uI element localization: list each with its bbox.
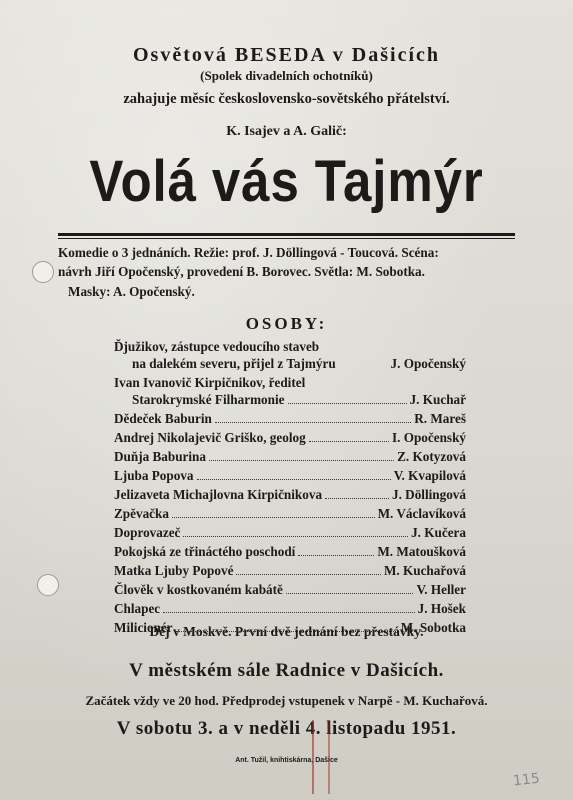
cast-role: Jelizaveta Michajlovna Kirpičnikova: [114, 487, 323, 502]
cast-role: Andrej Nikolajevič Griško, geolog: [114, 430, 306, 445]
cast-role: Doprovazeč: [114, 525, 181, 540]
play-authors: K. Isajev a A. Galič:: [226, 124, 347, 139]
cast-role: Ďjužikov, zástupce vedoucího staveb: [114, 339, 320, 354]
event-announcement: zahajuje měsíc československo-sovětského přátelství.: [123, 91, 450, 107]
cast-row: [132, 354, 466, 372]
cast-role: Chlapec: [114, 601, 161, 616]
cast-role: Zpěvačka: [114, 506, 169, 521]
performance-date: V sobotu 3. a v neděli 4. listopadu 1951.: [116, 718, 457, 739]
cast-actor: M. Matoušková: [377, 544, 466, 559]
printer-credit: Ant. Tužil, knihtiskárna, Dašice: [235, 757, 338, 764]
cast-role: na dalekém severu, přijel z Tajmýru: [132, 356, 336, 371]
cast-row: [114, 447, 466, 465]
cast-row: [132, 390, 466, 408]
cast-row: [114, 428, 466, 446]
venue: V městském sále Radnice v Dašicích.: [129, 660, 444, 681]
punch-hole: [32, 261, 54, 283]
cast-actor: I. Opočenský: [391, 430, 466, 445]
cast-row: [114, 599, 466, 617]
cast-role: Ivan Ivanovič Kirpičnikov, ředitel: [114, 375, 306, 390]
cast-actor: Z. Kotyzová: [397, 449, 466, 464]
title-divider: [58, 233, 515, 236]
cast-row: [114, 523, 466, 541]
cast-heading: OSOBY:: [245, 314, 328, 333]
cast-actor: J. Kuchař: [409, 392, 466, 407]
pencil-annotation: 115: [512, 770, 541, 790]
cast-role: Ljuba Popova: [114, 468, 194, 483]
cast-actor: M. Václavíková: [377, 506, 466, 521]
title-divider-thin: [58, 238, 515, 239]
cast-actor: M. Kuchařová: [383, 563, 466, 578]
punch-hole: [37, 574, 59, 596]
cast-actor: V. Kvapilová: [393, 468, 466, 483]
cast-actor: R. Mareš: [414, 411, 466, 426]
cast-actor: M. Sobotka: [400, 620, 466, 635]
setting-note: Děj v Moskvě. První dvě jednání bez přestávky.: [149, 624, 424, 639]
cast-role: Duňja Baburina: [114, 449, 206, 464]
cast-actor: V. Heller: [416, 582, 466, 597]
red-pencil-mark: [312, 720, 330, 794]
play-title: Volá vás Tajmýr: [89, 149, 484, 214]
cast-row: [114, 580, 466, 598]
cast-row: [114, 542, 466, 560]
start-time-presale: Začátek vždy ve 20 hod. Předprodej vstupenek v Narpě - M. Kuchařová.: [85, 693, 488, 708]
cast-actor: J. Kučera: [411, 525, 466, 540]
credits-line: návrh Jiří Opočenský, provedení B. Borovec. Světla: M. Sobotka.: [58, 264, 425, 279]
cast-row: [114, 409, 466, 427]
cast-role: Starokrymské Filharmonie: [132, 392, 285, 407]
cast-row: [114, 485, 466, 503]
cast-row: [114, 504, 466, 522]
cast-row: [114, 561, 466, 579]
organizer-subtitle: (Spolek divadelních ochotníků): [200, 68, 373, 83]
cast-row: [114, 466, 466, 484]
credits-line: Masky: A. Opočenský.: [68, 284, 195, 299]
credits-line: Komedie o 3 jednáních. Režie: prof. J. Döllingová - Toucová. Scéna:: [58, 245, 439, 260]
cast-role: Milicionér: [114, 620, 173, 635]
cast-actor: J. Opočenský: [390, 356, 466, 371]
cast-actor: J. Döllingová: [391, 487, 466, 502]
cast-role: Dědeček Baburin: [114, 411, 212, 426]
organizer-name: Osvětová BESEDA v Dašicích: [132, 44, 441, 66]
cast-actor: J. Hošek: [417, 601, 466, 616]
cast-role: Člověk v kostkovaném kabátě: [114, 582, 283, 597]
cast-role: Pokojská ze třináctého poschodí: [114, 544, 296, 559]
cast-role: Matka Ljuby Popové: [114, 563, 234, 578]
